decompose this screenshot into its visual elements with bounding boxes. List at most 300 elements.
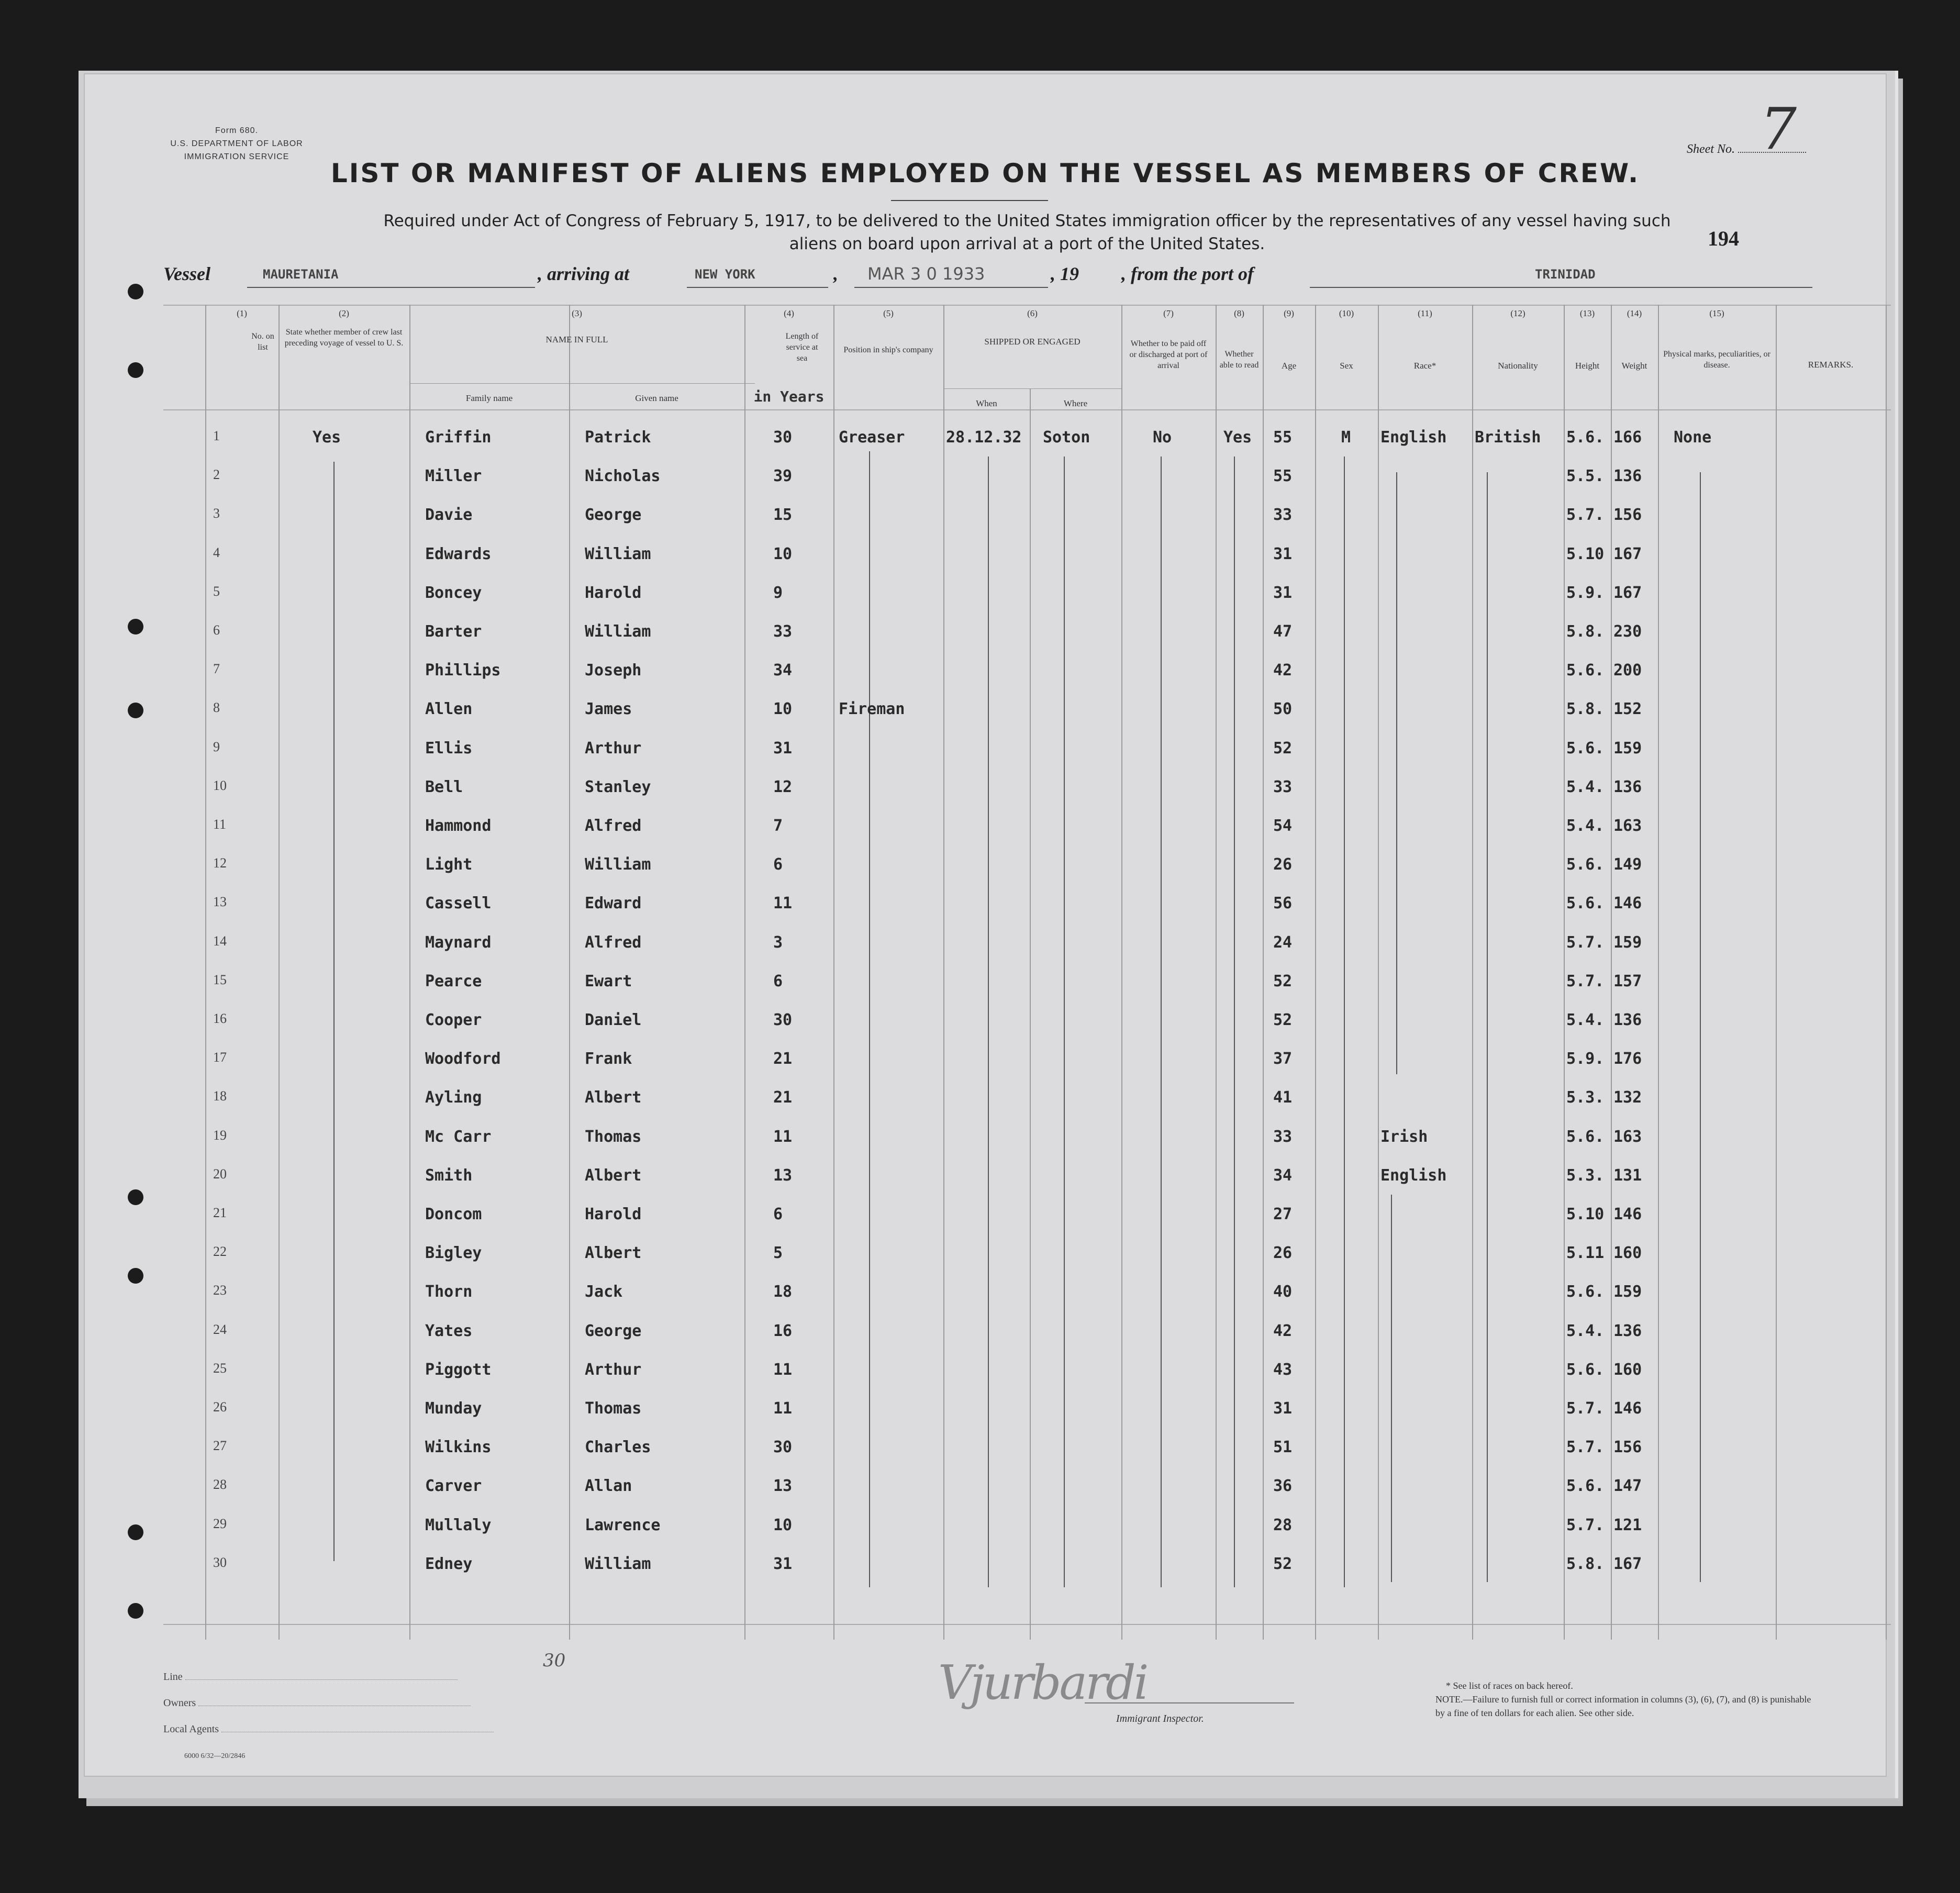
- family-name: Boncey: [425, 583, 482, 602]
- table-row: [163, 1274, 1891, 1313]
- table-row: [163, 770, 1891, 808]
- origin-port: TRINIDAD: [1535, 267, 1596, 282]
- service-years: 10: [773, 700, 793, 719]
- height: 5.6.: [1566, 855, 1605, 874]
- table-row: [163, 1080, 1891, 1119]
- weight: 200: [1613, 661, 1642, 680]
- table-row: [163, 1041, 1891, 1080]
- given-name: Joseph: [585, 661, 642, 680]
- penalty-note: NOTE.—Failure to furnish full or correct information in columns (3), (6), (7), and (8) is punishable by a fine of ten dollars for each alien. See other side.: [1435, 1694, 1811, 1718]
- footer: [163, 1650, 1812, 1765]
- weight: 163: [1613, 1127, 1642, 1146]
- col-header-nationality: Nationality: [1498, 361, 1538, 371]
- service-years: 31: [773, 739, 793, 758]
- table-row: [163, 1352, 1891, 1391]
- age: 54: [1273, 817, 1293, 835]
- family-name: Carver: [425, 1477, 482, 1496]
- line-number: 3: [213, 506, 220, 521]
- weight: 156: [1613, 1438, 1642, 1457]
- col-header-when: When: [976, 398, 997, 408]
- height: 5.6.: [1566, 428, 1605, 447]
- age: 55: [1273, 428, 1293, 447]
- service-years: 10: [773, 1516, 793, 1534]
- table-row: [163, 692, 1891, 730]
- given-name: William: [585, 1554, 651, 1573]
- service-years: 39: [773, 467, 793, 486]
- given-name: Edward: [585, 894, 642, 913]
- sheet-number-handwritten: 7: [1760, 95, 1797, 162]
- col-header-height: Height: [1575, 361, 1600, 371]
- given-name: George: [585, 1321, 642, 1340]
- given-name: Alfred: [585, 933, 642, 952]
- given-name: Ewart: [585, 972, 632, 990]
- col-header-num: (14): [1627, 308, 1642, 318]
- height: 5.3.: [1566, 1166, 1605, 1185]
- vessel-label: Vessel: [163, 263, 210, 284]
- service-years: 7: [773, 817, 783, 835]
- line-number: 28: [213, 1477, 227, 1493]
- col-header-num: (2): [339, 308, 349, 318]
- given-name: Harold: [585, 583, 642, 602]
- service-years: 6: [773, 1205, 783, 1223]
- given-name: Stanley: [585, 777, 651, 796]
- position: Greaser: [839, 428, 905, 447]
- service-years: 30: [773, 1438, 793, 1457]
- service-years: 34: [773, 661, 793, 680]
- manifest-number: 194: [1708, 227, 1739, 250]
- col-header-num: (4): [784, 308, 794, 318]
- line-number: 11: [213, 817, 227, 832]
- weight: 146: [1613, 1205, 1642, 1223]
- line-number: 12: [213, 855, 227, 871]
- given-name: Thomas: [585, 1399, 642, 1418]
- table-row: [163, 925, 1891, 964]
- vessel-name: MAURETANIA: [263, 267, 339, 282]
- inspector-label: Immigrant Inspector.: [1116, 1713, 1204, 1724]
- family-name: Ellis: [425, 739, 473, 758]
- col-header-length-of-service: Length of service at sea: [785, 332, 819, 363]
- height: 5.6.: [1566, 739, 1605, 758]
- service-years: 6: [773, 855, 783, 874]
- manifest-page: [84, 73, 1887, 1777]
- service-years: 15: [773, 506, 793, 525]
- col-header-num: (13): [1579, 308, 1595, 318]
- service-years: 30: [773, 1011, 793, 1029]
- given-name: William: [585, 855, 651, 874]
- given-name: Jack: [585, 1283, 623, 1301]
- given-name: Nicholas: [585, 467, 661, 486]
- height: 5.6.: [1566, 1283, 1605, 1301]
- service-years: 5: [773, 1244, 783, 1263]
- line-number: 5: [213, 583, 220, 599]
- line-number: 17: [213, 1050, 227, 1065]
- table-row: [163, 1003, 1891, 1041]
- arrival-date-stamp: MAR 3 0 1933: [867, 264, 985, 284]
- service-years: 11: [773, 1399, 793, 1418]
- line-number: 27: [213, 1438, 227, 1454]
- weight: 167: [1613, 583, 1642, 602]
- height: 5.8.: [1566, 1554, 1605, 1573]
- age: 27: [1273, 1205, 1293, 1223]
- arrival-port: NEW YORK: [695, 267, 755, 282]
- line-number: 9: [213, 739, 220, 754]
- family-name: Edney: [425, 1554, 473, 1573]
- age: 31: [1273, 1399, 1293, 1418]
- given-name: Allan: [585, 1477, 632, 1496]
- service-years: 11: [773, 894, 793, 913]
- line-number: 15: [213, 972, 227, 987]
- binder-hole: [128, 619, 143, 634]
- height: 5.7.: [1566, 972, 1605, 990]
- age: 47: [1273, 622, 1293, 641]
- family-name: Edwards: [425, 544, 492, 563]
- table-row: [163, 731, 1891, 770]
- print-code: 6000 6/32—20/2846: [184, 1752, 246, 1760]
- family-name: Doncom: [425, 1205, 482, 1223]
- height: 5.6.: [1566, 661, 1605, 680]
- line-number: 16: [213, 1011, 227, 1026]
- service-years: 16: [773, 1321, 793, 1340]
- weight: 147: [1613, 1477, 1642, 1496]
- sex: M: [1341, 428, 1351, 447]
- physical-marks: None: [1674, 428, 1712, 447]
- line-number: 8: [213, 700, 220, 716]
- given-name: Arthur: [585, 739, 642, 758]
- col-header-remarks: REMARKS.: [1808, 360, 1854, 370]
- owners-label: Owners: [163, 1697, 196, 1709]
- age: 34: [1273, 1166, 1293, 1185]
- table-row: [163, 1313, 1891, 1352]
- line-number: 21: [213, 1205, 227, 1220]
- subtitle-line-2: aliens on board upon arrival at a port of the United States.: [789, 235, 1265, 253]
- age: 33: [1273, 506, 1293, 525]
- weight: 152: [1613, 700, 1642, 719]
- weight: 159: [1613, 1283, 1642, 1301]
- line-field: [163, 1671, 458, 1683]
- height: 5.4.: [1566, 777, 1605, 796]
- service-years: 18: [773, 1283, 793, 1301]
- family-name: Barter: [425, 622, 482, 641]
- sheet-label: Sheet No.: [1687, 142, 1735, 156]
- height: 5.9.: [1566, 1050, 1605, 1068]
- race: English: [1380, 1166, 1447, 1185]
- given-name: Albert: [585, 1244, 642, 1263]
- table-row: [163, 847, 1891, 886]
- col-header-where: Where: [1063, 398, 1088, 408]
- age: 31: [1273, 583, 1293, 602]
- col-header-shipped-engaged: SHIPPED OR ENGAGED: [984, 337, 1081, 347]
- line-number: 4: [213, 544, 220, 560]
- family-name: Bigley: [425, 1244, 482, 1263]
- family-name: Piggott: [425, 1360, 492, 1379]
- age: 33: [1273, 777, 1293, 796]
- title-divider: [891, 200, 1048, 201]
- age: 52: [1273, 972, 1293, 990]
- line-number: 13: [213, 894, 227, 910]
- age: 26: [1273, 855, 1293, 874]
- race: Irish: [1380, 1127, 1428, 1146]
- nationality: British: [1475, 428, 1541, 447]
- engaged-date: 28.12.32: [946, 428, 1022, 447]
- col-header-years-unit: in Years: [753, 388, 825, 405]
- binder-hole: [128, 1524, 143, 1540]
- agents-field: [163, 1723, 494, 1735]
- voyage-line: [163, 263, 1812, 294]
- given-name: George: [585, 506, 642, 525]
- col-header-num: (8): [1234, 308, 1244, 318]
- inspector-signature: Vjurbardi: [938, 1655, 1147, 1710]
- age: 43: [1273, 1360, 1293, 1379]
- line-number: 20: [213, 1166, 227, 1182]
- form-number: Form 680.: [215, 126, 258, 135]
- family-name: Ayling: [425, 1088, 482, 1107]
- service-years: 33: [773, 622, 793, 641]
- height: 5.5.: [1566, 467, 1605, 486]
- weight: 167: [1613, 544, 1642, 563]
- col-header-race: Race*: [1413, 361, 1436, 371]
- given-name: Alfred: [585, 817, 642, 835]
- age: 52: [1273, 739, 1293, 758]
- weight: 131: [1613, 1166, 1642, 1185]
- table-row: [163, 575, 1891, 614]
- col-header-name-in-full: NAME IN FULL: [545, 335, 608, 344]
- col-header-physical-marks: Physical marks, peculiarities, or disease.: [1663, 350, 1770, 370]
- family-name: Woodford: [425, 1050, 501, 1068]
- col-header-num: (7): [1163, 308, 1174, 318]
- family-name: Mc Carr: [425, 1127, 492, 1146]
- col-header-num: (6): [1027, 308, 1038, 318]
- service-years: 31: [773, 1554, 793, 1573]
- col-header-weight: Weight: [1621, 361, 1647, 371]
- height: 5.6.: [1566, 1477, 1605, 1496]
- height: 5.7.: [1566, 1438, 1605, 1457]
- weight: 159: [1613, 933, 1642, 952]
- age: 33: [1273, 1127, 1293, 1146]
- table-row: [163, 1197, 1891, 1235]
- family-name: Maynard: [425, 933, 492, 952]
- col-header-family-name: Family name: [465, 393, 513, 403]
- given-name: Frank: [585, 1050, 632, 1068]
- col-header-given-name: Given name: [635, 393, 678, 403]
- subtitle-line-1: Required under Act of Congress of February 5, 1917, to be delivered to the United States immigration officer by the representatives of any vessel having such: [383, 211, 1671, 230]
- table-row: [163, 1119, 1891, 1158]
- footer-notes: [1435, 1679, 1812, 1720]
- race: English: [1380, 428, 1447, 447]
- age: 41: [1273, 1088, 1293, 1107]
- given-name: Thomas: [585, 1127, 642, 1146]
- col-header-able-to-read: Whether able to read: [1219, 350, 1259, 370]
- age: 36: [1273, 1477, 1293, 1496]
- family-name: Wilkins: [425, 1438, 492, 1457]
- able-to-read: Yes: [1223, 428, 1252, 447]
- family-name: Hammond: [425, 817, 492, 835]
- line-label: Line: [163, 1671, 183, 1683]
- service-years: 3: [773, 933, 783, 952]
- height: 5.6.: [1566, 1127, 1605, 1146]
- age: 50: [1273, 700, 1293, 719]
- age: 40: [1273, 1283, 1293, 1301]
- family-name: Pearce: [425, 972, 482, 990]
- line-number: 25: [213, 1360, 227, 1376]
- family-name: Yates: [425, 1321, 473, 1340]
- weight: 136: [1613, 1011, 1642, 1029]
- service-years: 12: [773, 777, 793, 796]
- weight: 136: [1613, 467, 1642, 486]
- weight: 121: [1613, 1516, 1642, 1534]
- table-row: [163, 537, 1891, 575]
- height: 5.4.: [1566, 817, 1605, 835]
- weight: 136: [1613, 777, 1642, 796]
- height: 5.7.: [1566, 933, 1605, 952]
- given-name: Patrick: [585, 428, 651, 447]
- line-number: 30: [213, 1554, 227, 1570]
- line-number: 18: [213, 1088, 227, 1104]
- col-header-sex: Sex: [1340, 361, 1353, 371]
- line-number: 2: [213, 467, 220, 483]
- line-number: 10: [213, 777, 227, 793]
- line-number: 14: [213, 933, 227, 949]
- service-years: 21: [773, 1050, 793, 1068]
- age: 24: [1273, 933, 1293, 952]
- line-number: 6: [213, 622, 220, 638]
- height: 5.7.: [1566, 1399, 1605, 1418]
- service-years: 6: [773, 972, 783, 990]
- weight: 159: [1613, 739, 1642, 758]
- family-name: Thorn: [425, 1283, 473, 1301]
- table-row: [163, 808, 1891, 847]
- table-row: [163, 420, 1891, 459]
- table-row: [163, 653, 1891, 692]
- height: 5.9.: [1566, 583, 1605, 602]
- binder-hole: [128, 1189, 143, 1205]
- service-years: 13: [773, 1477, 793, 1496]
- age: 52: [1273, 1011, 1293, 1029]
- table-row: [163, 1430, 1891, 1468]
- line-number: 29: [213, 1516, 227, 1531]
- col-header-num: (11): [1418, 308, 1432, 318]
- arriving-label: , arriving at: [538, 263, 630, 284]
- weight: 160: [1613, 1244, 1642, 1263]
- engaged-port: Soton: [1043, 428, 1090, 447]
- given-name: Harold: [585, 1205, 642, 1223]
- family-name: Cassell: [425, 894, 492, 913]
- col-header-num: (10): [1339, 308, 1354, 318]
- family-name: Phillips: [425, 661, 501, 680]
- table-row: [163, 1468, 1891, 1507]
- binder-hole: [128, 703, 143, 718]
- height: 5.10: [1566, 544, 1605, 563]
- line-number: 19: [213, 1127, 227, 1143]
- binder-hole: [128, 362, 143, 378]
- col-header-num: (5): [883, 308, 894, 318]
- weight: 166: [1613, 428, 1642, 447]
- year-label: , 19: [1051, 263, 1079, 284]
- from-port-label: , from the port of: [1121, 263, 1254, 284]
- age: 28: [1273, 1516, 1293, 1534]
- position: Fireman: [839, 700, 905, 719]
- col-header-position: Position in ship's company: [843, 346, 933, 354]
- age: 42: [1273, 1321, 1293, 1340]
- family-name: Cooper: [425, 1011, 482, 1029]
- service-years: 11: [773, 1360, 793, 1379]
- family-name: Griffin: [425, 428, 492, 447]
- height: 5.4.: [1566, 1011, 1605, 1029]
- height: 5.8.: [1566, 622, 1605, 641]
- given-name: Daniel: [585, 1011, 642, 1029]
- given-name: William: [585, 544, 651, 563]
- table-row: [163, 964, 1891, 1003]
- page-subtitle: [252, 209, 1802, 255]
- service-years: 21: [773, 1088, 793, 1107]
- service-years: 9: [773, 583, 783, 602]
- table-row: [163, 1158, 1891, 1197]
- height: 5.8.: [1566, 700, 1605, 719]
- age: 52: [1273, 1554, 1293, 1573]
- binder-hole: [128, 1603, 143, 1619]
- given-name: Albert: [585, 1088, 642, 1107]
- table-row: [163, 1508, 1891, 1546]
- col-header-previous-voyage: State whether member of crew last preceding voyage of vessel to U. S.: [284, 328, 404, 348]
- service-name: IMMIGRATION SERVICE: [184, 152, 289, 161]
- weight: 146: [1613, 894, 1642, 913]
- service-years: 13: [773, 1166, 793, 1185]
- weight: 157: [1613, 972, 1642, 990]
- handwritten-count: 30: [543, 1650, 566, 1671]
- line-number: 24: [213, 1321, 227, 1337]
- age: 26: [1273, 1244, 1293, 1263]
- previous-voyage: Yes: [313, 428, 341, 447]
- weight: 230: [1613, 622, 1642, 641]
- age: 55: [1273, 467, 1293, 486]
- family-name: Bell: [425, 777, 463, 796]
- table-row: [163, 886, 1891, 925]
- form-identifier: [153, 124, 320, 163]
- age: 56: [1273, 894, 1293, 913]
- weight: 163: [1613, 817, 1642, 835]
- given-name: William: [585, 622, 651, 641]
- col-header-num: (15): [1709, 308, 1724, 318]
- height: 5.3.: [1566, 1088, 1605, 1107]
- weight: 160: [1613, 1360, 1642, 1379]
- family-name: Davie: [425, 506, 473, 525]
- service-years: 10: [773, 544, 793, 563]
- line-number: 1: [213, 428, 220, 443]
- binder-hole: [128, 1268, 143, 1284]
- height: 5.10: [1566, 1205, 1605, 1223]
- height: 5.7.: [1566, 1516, 1605, 1534]
- given-name: Lawrence: [585, 1516, 661, 1534]
- comma-separator: ,: [833, 263, 838, 284]
- weight: 149: [1613, 855, 1642, 874]
- age: 37: [1273, 1050, 1293, 1068]
- family-name: Munday: [425, 1399, 482, 1418]
- table-row: [163, 1391, 1891, 1430]
- weight: 156: [1613, 506, 1642, 525]
- weight: 132: [1613, 1088, 1642, 1107]
- age: 31: [1273, 544, 1293, 563]
- given-name: James: [585, 700, 632, 719]
- age: 51: [1273, 1438, 1293, 1457]
- department-name: U.S. DEPARTMENT OF LABOR: [170, 139, 303, 148]
- weight: 167: [1613, 1554, 1642, 1573]
- height: 5.4.: [1566, 1321, 1605, 1340]
- line-number: 26: [213, 1399, 227, 1415]
- family-name: Smith: [425, 1166, 473, 1185]
- height: 5.7.: [1566, 506, 1605, 525]
- table-row: [163, 497, 1891, 536]
- height: 5.11: [1566, 1244, 1605, 1263]
- age: 42: [1273, 661, 1293, 680]
